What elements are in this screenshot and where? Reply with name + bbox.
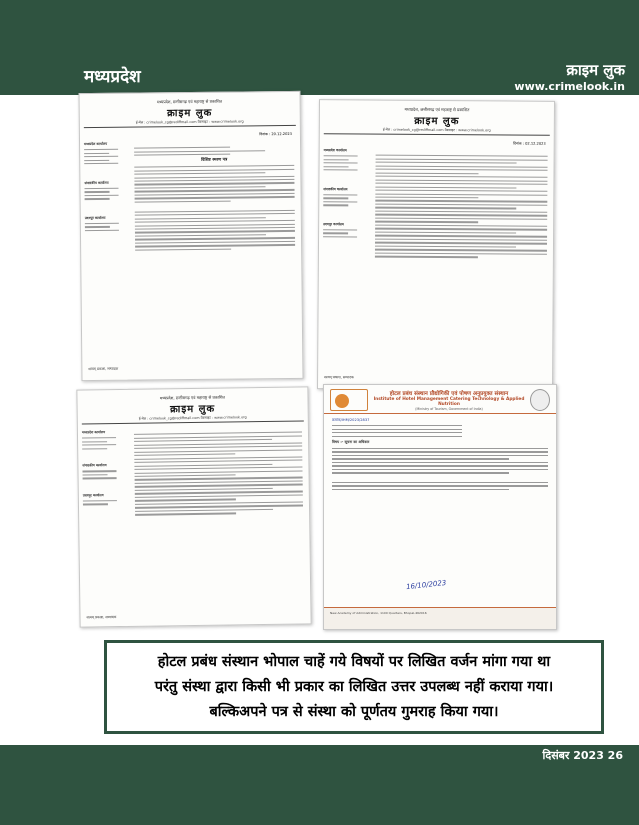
letter-sidebar <box>84 142 127 234</box>
letter-document-1 <box>78 91 303 381</box>
sidebar-heading: मध्यप्रदेश कार्यालय <box>81 430 106 435</box>
emblem-icon <box>530 389 550 411</box>
letter-masthead: क्राइम लुक <box>167 107 213 120</box>
letter-footer: सत्यम् प्रकाश, सम्पादक <box>86 615 117 620</box>
institute-name-hindi: होटल प्रबंध संस्थान प्रौद्योगिकी एवं पोषण अनुप्रयुक्त संस्थान <box>389 391 509 397</box>
letter-footer: सत्यम् प्रकाश, सम्पादक <box>324 375 354 380</box>
letter-contact: ई-मेल : crimelook_cg@rediffmail.com वेबसाइट : www.crimelook.org <box>82 413 304 424</box>
letter-contact: ई-मेल : crimelook_cg@rediffmail.com वेबसाइट : www.crimelook.org <box>324 126 550 136</box>
caption-line: बल्किअपने पत्र से संस्था को पूर्णतय गुमराह किया गया। <box>209 703 499 720</box>
institute-letter <box>323 384 557 630</box>
caption-box <box>104 640 604 734</box>
letter-subject: विशिष्ट स्मरण पत्र <box>201 157 228 163</box>
letter-body <box>375 153 548 261</box>
institute-subject: विषय :- सूचना का अधिकार <box>332 439 370 444</box>
brand-name: क्राइम लुक <box>566 61 625 79</box>
brand-url: www.crimelook.in <box>514 80 625 93</box>
letter-sidebar <box>82 430 125 508</box>
letter-org-line: मध्यप्रदेश, छत्तीसगढ़ एवं महाराष्ट्र से प्रकाशित <box>157 98 223 105</box>
sidebar-heading: संपादकीय कार्यालय <box>84 180 109 185</box>
sidebar-heading: मध्यप्रदेश कार्यालय <box>84 141 108 147</box>
section-title: मध्यप्रदेश <box>84 67 141 87</box>
letter-date: दिनांक : 02.12.2023 <box>513 141 546 146</box>
institute-subline: (Ministry of Tourism, Government of India) <box>415 407 483 411</box>
letter-masthead: क्राइम लुक <box>170 403 216 416</box>
letter-org-line: मध्यप्रदेश, छत्तीसगढ़ एवं महाराष्ट्र से प्रकाशित <box>159 394 225 401</box>
letter-date: दिनांक : 20.12.2023 <box>259 131 292 137</box>
brand <box>514 60 625 93</box>
sidebar-heading: मध्यप्रदेश कार्यालय <box>323 148 347 153</box>
sidebar-heading: उदयपुर कार्यालय <box>82 493 104 498</box>
letter-body <box>134 429 303 517</box>
sidebar-heading: संपादकीय कार्यालय <box>82 463 107 468</box>
institute-header <box>324 385 556 414</box>
letter-footer: सत्यम् प्रकाश, सम्पादक <box>88 366 119 372</box>
sidebar-heading: उदयपुर कार्यालय <box>84 215 106 220</box>
letter-body <box>134 144 295 253</box>
caption-line: होटल प्रबंध संस्थान भोपाल चाहें गये विषयों पर लिखित वर्जन मांगा गया था <box>157 653 551 670</box>
institute-name-english: Institute of Hotel Management Catering Technology & Applied Nutrition <box>373 397 525 407</box>
institute-ref: क्रमांक/IHM/2023/2837 <box>332 418 370 422</box>
page-footer: दिसंबर 2023 26 <box>542 749 623 762</box>
received-stamp: 16/10/2023 <box>405 578 447 592</box>
letter-document-3 <box>76 386 311 627</box>
letter-document-2 <box>317 99 555 391</box>
letter-sidebar <box>323 148 366 240</box>
letter-contact: ई-मेल : crimelook_cg@rediffmail.com वेबसाइट : www.crimelook.org <box>84 118 296 128</box>
letter-masthead: क्राइम लुक <box>414 115 460 128</box>
institute-body <box>324 414 556 496</box>
caption-line: परंतु संस्था द्वारा किसी भी प्रकार का लिखित उत्तर उपलब्ध नहीं कराया गया। <box>154 678 554 695</box>
sidebar-heading: संपादकीय कार्यालय <box>323 186 348 191</box>
letter-org-line: मध्यप्रदेश, छत्तीसगढ़ एवं महाराष्ट्र से प्रकाशित <box>404 106 470 113</box>
header-band <box>0 0 639 95</box>
sidebar-heading: उदयपुर कार्यालय <box>323 221 344 227</box>
institute-logo-icon <box>330 389 368 411</box>
institute-footer: New Academy of Administration, 1100 Quarters, Bhopal-462016 <box>324 607 556 629</box>
